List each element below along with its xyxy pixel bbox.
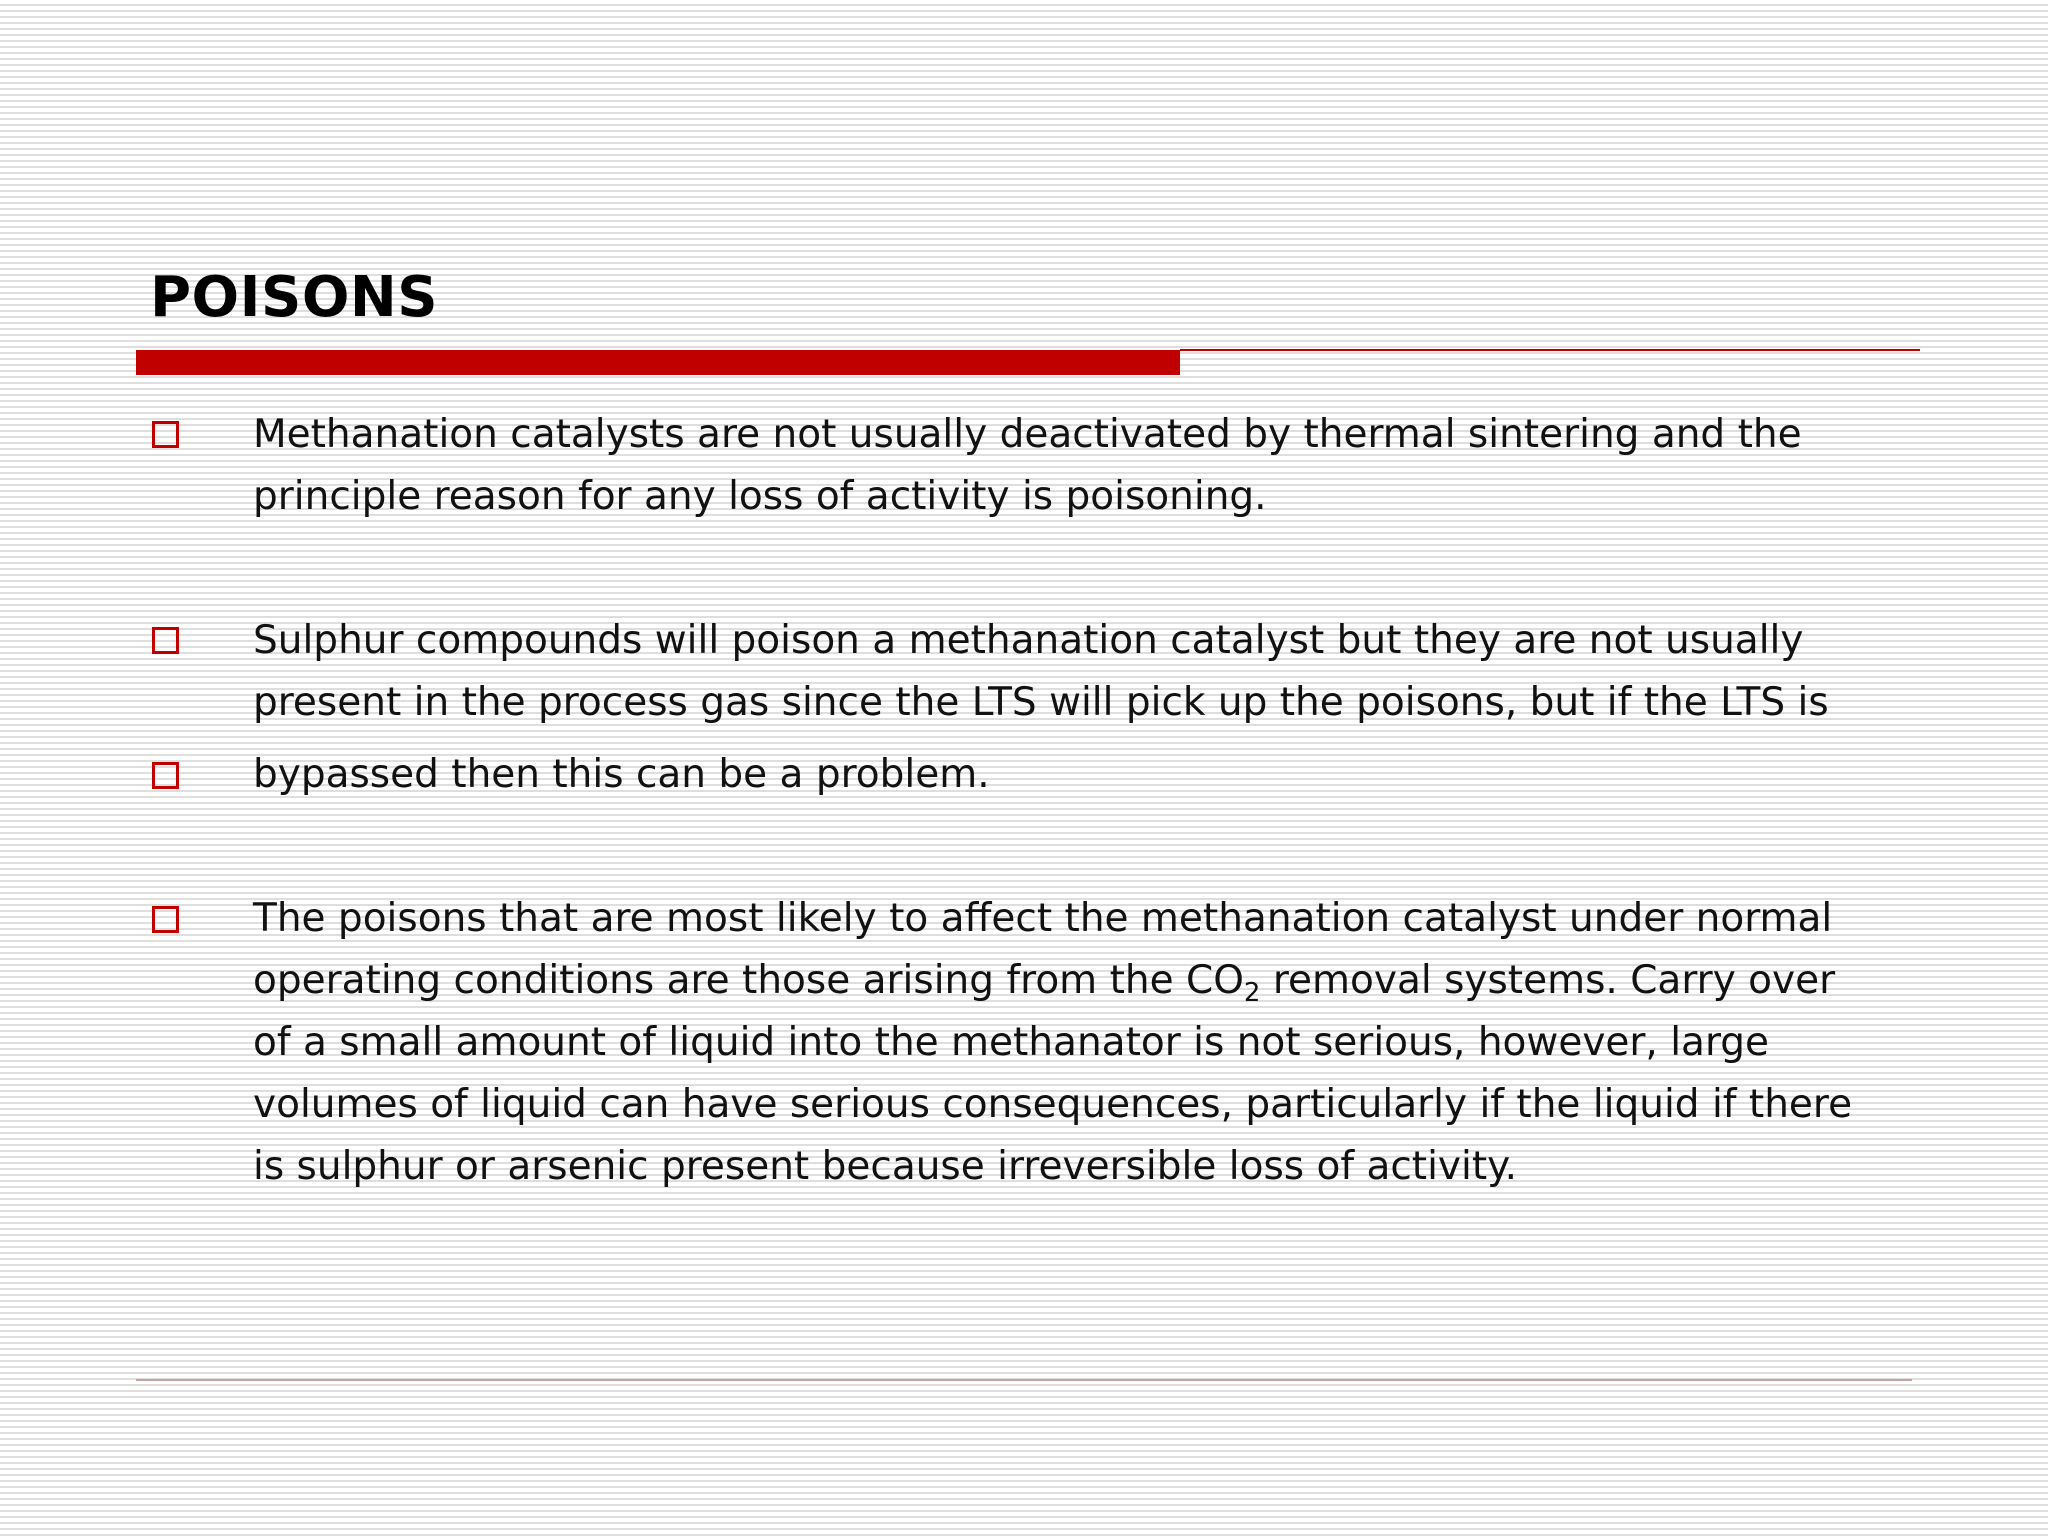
hollow-square-icon xyxy=(152,906,179,933)
bullet-line-segment: removal systems. Carry over xyxy=(1260,958,1836,1003)
bullet-text-1 xyxy=(253,404,1913,528)
hollow-square-icon xyxy=(152,627,179,654)
title-accent-bar xyxy=(136,350,1180,375)
footer-divider xyxy=(136,1379,1912,1381)
bullet-line: Methanation catalysts are not usually deactivated by thermal sintering and the xyxy=(253,412,1802,457)
bullet-text-2 xyxy=(253,610,1913,734)
hollow-square-icon xyxy=(152,762,179,789)
bullet-line: volumes of liquid can have serious consequences, particularly if the liquid if there xyxy=(253,1082,1853,1127)
bullet-text-4 xyxy=(253,888,1913,1198)
bullet-line: is sulphur or arsenic present because irreversible loss of activity. xyxy=(253,1144,1518,1189)
bullet-line: The poisons that are most likely to affect the methanation catalyst under normal xyxy=(253,896,1833,941)
bullet-line: bypassed then this can be a problem. xyxy=(253,752,990,797)
title-accent-line xyxy=(1180,349,1920,351)
bullet-line xyxy=(253,950,1913,1012)
bullet-line-segment: operating conditions are those arising from the CO xyxy=(253,958,1244,1003)
hollow-square-icon xyxy=(152,421,179,448)
bullet-line: Sulphur compounds will poison a methanation catalyst but they are not usually xyxy=(253,618,1804,663)
bullet-line: present in the process gas since the LTS will pick up the poisons, but if the LTS is xyxy=(253,680,1829,725)
bullet-line: of a small amount of liquid into the methanator is not serious, however, large xyxy=(253,1020,1770,1065)
bullet-line: principle reason for any loss of activity is poisoning. xyxy=(253,474,1267,519)
bullet-text-3 xyxy=(253,744,1913,806)
slide-title: POISONS xyxy=(150,265,439,330)
subscript: 2 xyxy=(1243,978,1261,1008)
